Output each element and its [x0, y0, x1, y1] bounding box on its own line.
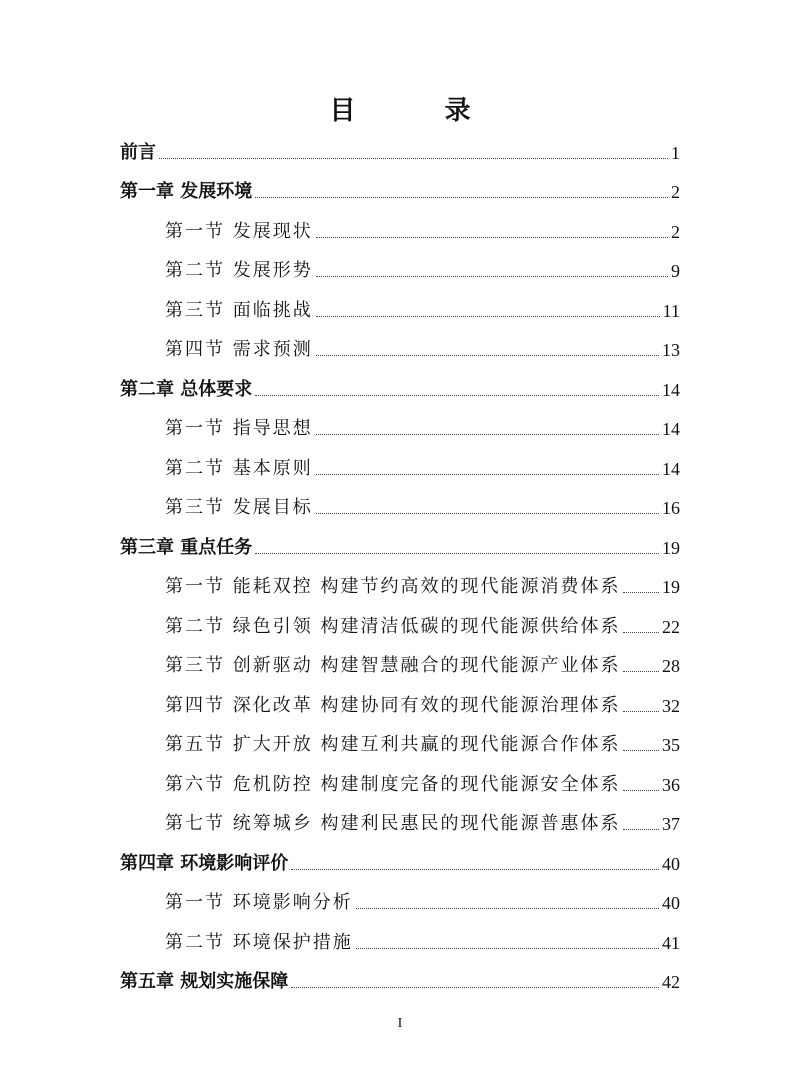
toc-entry-page: 35 — [662, 735, 680, 755]
toc-entry-label: 第二章 总体要求 — [120, 379, 253, 400]
toc-entry-page: 14 — [662, 419, 680, 439]
toc-dot-leader — [316, 474, 659, 475]
toc-entry[interactable] — [120, 376, 680, 404]
toc-dot-leader — [316, 237, 668, 238]
toc-entry-page: 9 — [671, 261, 680, 281]
toc-entry[interactable] — [120, 534, 680, 562]
toc-entry-label: 第一节 发展现状 — [165, 221, 313, 242]
toc-entry[interactable] — [165, 573, 680, 601]
toc-entry[interactable] — [165, 218, 680, 246]
toc-entry-page: 11 — [662, 301, 680, 321]
toc-entry-label: 第一章 发展环境 — [120, 181, 253, 202]
toc-dot-leader — [255, 197, 668, 198]
toc-entry[interactable] — [165, 297, 680, 325]
toc-entry-page: 22 — [662, 617, 680, 637]
toc-entry-label: 第一节 指导思想 — [165, 418, 313, 439]
toc-dot-leader — [623, 671, 659, 672]
toc-entry[interactable] — [165, 494, 680, 522]
toc-entry-label: 第七节 统筹城乡 构建利民惠民的现代能源普惠体系 — [165, 813, 621, 834]
toc-entry[interactable] — [165, 889, 680, 917]
toc-entry-label: 第五章 规划实施保障 — [120, 971, 289, 992]
toc-entry-label: 第二节 绿色引领 构建清洁低碳的现代能源供给体系 — [165, 616, 621, 637]
toc-dot-leader — [316, 276, 668, 277]
toc-entry-page: 40 — [662, 893, 680, 913]
page-number: I — [397, 1016, 403, 1031]
toc-entry-page: 2 — [671, 222, 680, 242]
toc-entry[interactable] — [165, 613, 680, 641]
toc-dot-leader — [356, 948, 659, 949]
toc-entry-page: 16 — [662, 498, 680, 518]
toc-dot-leader — [623, 711, 659, 712]
toc-dot-leader — [291, 869, 659, 870]
toc-entry-label: 第四章 环境影响评价 — [120, 853, 289, 874]
toc-entry-label: 第三章 重点任务 — [120, 537, 253, 558]
toc-entry-label: 第四节 深化改革 构建协同有效的现代能源治理体系 — [165, 695, 621, 716]
toc-entry[interactable] — [165, 455, 680, 483]
toc-entry[interactable] — [165, 652, 680, 680]
toc-entry-label: 第二节 环境保护措施 — [165, 932, 353, 953]
toc-entry-page: 37 — [662, 814, 680, 834]
toc-entry-page: 19 — [662, 577, 680, 597]
toc-dot-leader — [291, 987, 659, 988]
toc-entry-label: 第一节 能耗双控 构建节约高效的现代能源消费体系 — [165, 576, 621, 597]
toc-entry[interactable] — [165, 336, 680, 364]
toc-dot-leader — [356, 908, 659, 909]
toc-dot-leader — [316, 434, 659, 435]
toc-entry-label: 前言 — [120, 142, 156, 163]
toc-entry[interactable] — [165, 771, 680, 799]
toc-entry-label: 第六节 危机防控 构建制度完备的现代能源安全体系 — [165, 774, 621, 795]
toc-dot-leader — [316, 513, 659, 514]
toc-entry[interactable] — [120, 850, 680, 878]
toc-entry-page: 13 — [662, 340, 680, 360]
toc-dot-leader — [255, 553, 659, 554]
toc-entry-page: 32 — [662, 696, 680, 716]
toc-dot-leader — [255, 395, 659, 396]
toc-entry-label: 第三节 创新驱动 构建智慧融合的现代能源产业体系 — [165, 655, 621, 676]
toc-entry[interactable] — [120, 178, 680, 206]
toc-dot-leader — [623, 592, 659, 593]
toc-entry-page: 1 — [671, 143, 680, 163]
toc-entry-label: 第三节 发展目标 — [165, 497, 313, 518]
toc-entry-page: 2 — [671, 182, 680, 202]
toc-entry-label: 第五节 扩大开放 构建互利共赢的现代能源合作体系 — [165, 734, 621, 755]
toc-entry-page: 14 — [662, 459, 680, 479]
toc-entry-label: 第四节 需求预测 — [165, 339, 313, 360]
toc-entry-label: 第二节 基本原则 — [165, 458, 313, 479]
page-title: 目 录 — [329, 96, 511, 126]
toc-dot-leader — [316, 355, 659, 356]
toc-dot-leader — [623, 632, 659, 633]
toc-dot-leader — [623, 829, 659, 830]
toc-entry-label: 第三节 面临挑战 — [165, 300, 313, 321]
toc-entry-page: 41 — [662, 933, 680, 953]
toc-entry[interactable] — [165, 929, 680, 957]
toc-entry-label: 第二节 发展形势 — [165, 260, 313, 281]
toc-entry[interactable] — [165, 692, 680, 720]
toc-dot-leader — [623, 750, 659, 751]
toc-entry-label: 第一节 环境影响分析 — [165, 892, 353, 913]
toc-entry[interactable] — [165, 731, 680, 759]
toc-entry[interactable] — [120, 968, 680, 996]
toc-dot-leader — [316, 316, 660, 317]
toc-entry-page: 14 — [662, 380, 680, 400]
toc-entry-page: 42 — [662, 972, 680, 992]
toc-entry-page: 28 — [662, 656, 680, 676]
toc-entry[interactable] — [165, 415, 680, 443]
toc-entry[interactable] — [165, 810, 680, 838]
toc-entry-page: 40 — [662, 854, 680, 874]
toc-entry-page: 36 — [662, 775, 680, 795]
toc-entry-page: 19 — [662, 538, 680, 558]
toc-dot-leader — [623, 790, 659, 791]
toc-dot-leader — [159, 158, 668, 159]
toc-entry[interactable] — [120, 139, 680, 167]
toc-entry[interactable] — [165, 257, 680, 285]
